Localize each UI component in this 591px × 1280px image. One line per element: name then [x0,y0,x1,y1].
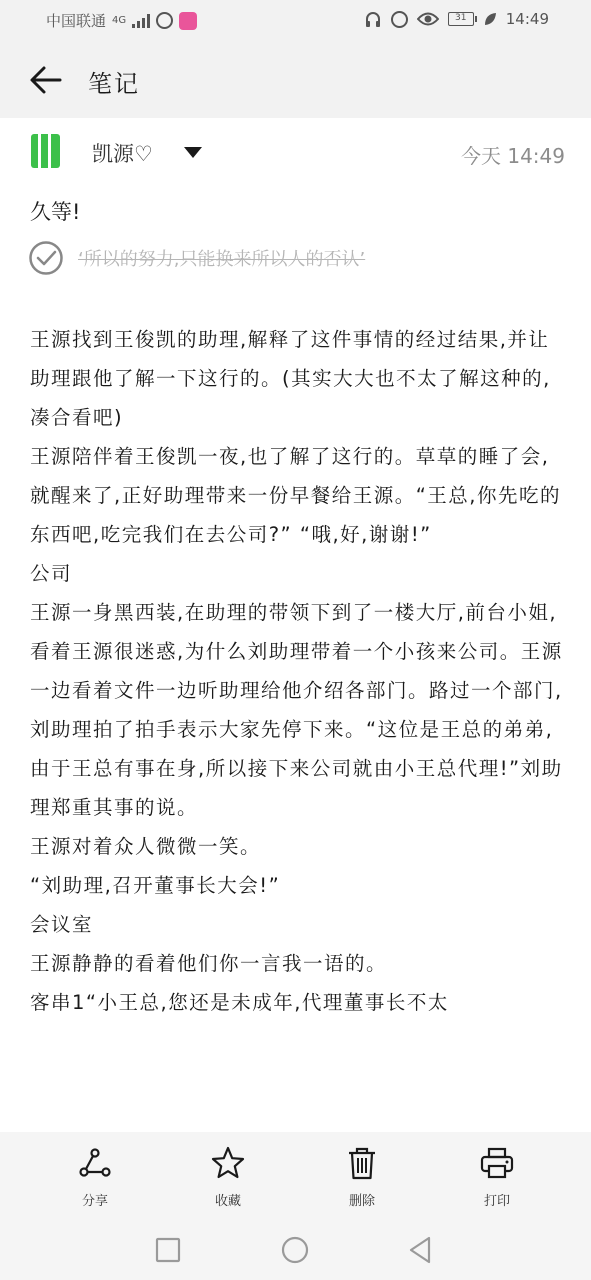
note-heading[interactable]: 久等! [30,200,81,224]
carrier-name: 中国联通 [46,12,107,30]
paragraph[interactable]: 王源一身黑西装,在助理的带领下到了一楼大厅,前台小姐,看着王源很迷惑,为什么刘助理带着一个小孩来公司。王源一边看着文件一边听助理给他介绍各部门。路过一个部门,刘助理拍了拍手表示大家先停下来。“这位是王总的弟弟,由于王总有事在身,所以接下来公司就由小王总代理!”刘助理郑重其事的说。 [30,601,563,819]
toolbar [0,40,591,118]
paragraph[interactable]: 客串1“小王总,您还是未成年,代理董事长不太 [30,991,449,1014]
delete-button[interactable] [307,1132,417,1220]
notebook-icon [31,134,60,168]
caret-down-icon[interactable] [180,142,206,162]
clock: 14:49 [505,10,549,28]
checklist-text[interactable]: ‘所以的努力,只能换来所以人的否认’ [78,249,366,270]
paragraph[interactable]: 王源静静的看着他们你一言我一语的。 [30,952,388,975]
battery-level: 31 [455,13,467,23]
paragraph[interactable]: 会议室 [30,913,94,936]
battery-icon [448,12,474,26]
share-label: 分享 [81,1194,108,1209]
note-body[interactable] [30,320,570,1132]
paragraph[interactable]: 王源对着众人微微一笑。 [30,835,262,858]
star-icon [211,1146,245,1180]
note-author[interactable]: 凯源♡ [92,142,153,166]
share-icon [78,1146,112,1180]
status-right [364,10,549,28]
action-bar [0,1132,591,1220]
headphones-icon [364,10,382,28]
data-saver-icon [391,11,408,28]
print-label: 打印 [483,1194,510,1209]
wechat-icon [156,12,173,29]
delete-label: 删除 [348,1194,375,1209]
network-type: 4G [112,15,127,26]
favorite-label: 收藏 [214,1194,241,1209]
printer-icon [480,1146,514,1180]
page-title: 笔记 [88,70,140,98]
status-bar [0,0,591,40]
note-timestamp: 今天 14:49 [461,144,565,168]
paragraph[interactable]: “刘助理,召开董事长大会!” [30,874,281,897]
note-header [0,118,591,186]
paragraph[interactable]: 公司 [30,562,73,585]
share-button[interactable] [40,1132,150,1220]
checkbox-checked-icon[interactable] [28,240,64,276]
back-triangle-icon[interactable] [404,1234,436,1266]
paragraph[interactable]: 王源陪伴着王俊凯一夜,也了解了这行的。草草的睡了会,就醒来了,正好助理带来一份早餐给王源。“王总,你先吃的东西吧,吃完我们在去公司?” “哦,好,谢谢!” [30,445,561,546]
favorite-button[interactable] [173,1132,283,1220]
eye-icon [417,11,439,27]
back-arrow-icon[interactable] [26,60,66,100]
system-nav-bar [0,1220,591,1280]
recents-square-icon[interactable] [152,1234,184,1266]
status-left [46,10,197,31]
app-notification-icon [179,12,197,30]
checklist-item[interactable] [28,238,558,278]
home-circle-icon[interactable] [279,1234,311,1266]
signal-icon [132,14,150,28]
print-button[interactable] [442,1132,552,1220]
leaf-icon [483,12,497,26]
trash-icon [345,1146,379,1180]
paragraph[interactable]: 王源找到王俊凯的助理,解释了这件事情的经过结果,并让助理跟他了解一下这行的。(其实大大也不太了解这种的,凑合看吧) [30,328,551,429]
